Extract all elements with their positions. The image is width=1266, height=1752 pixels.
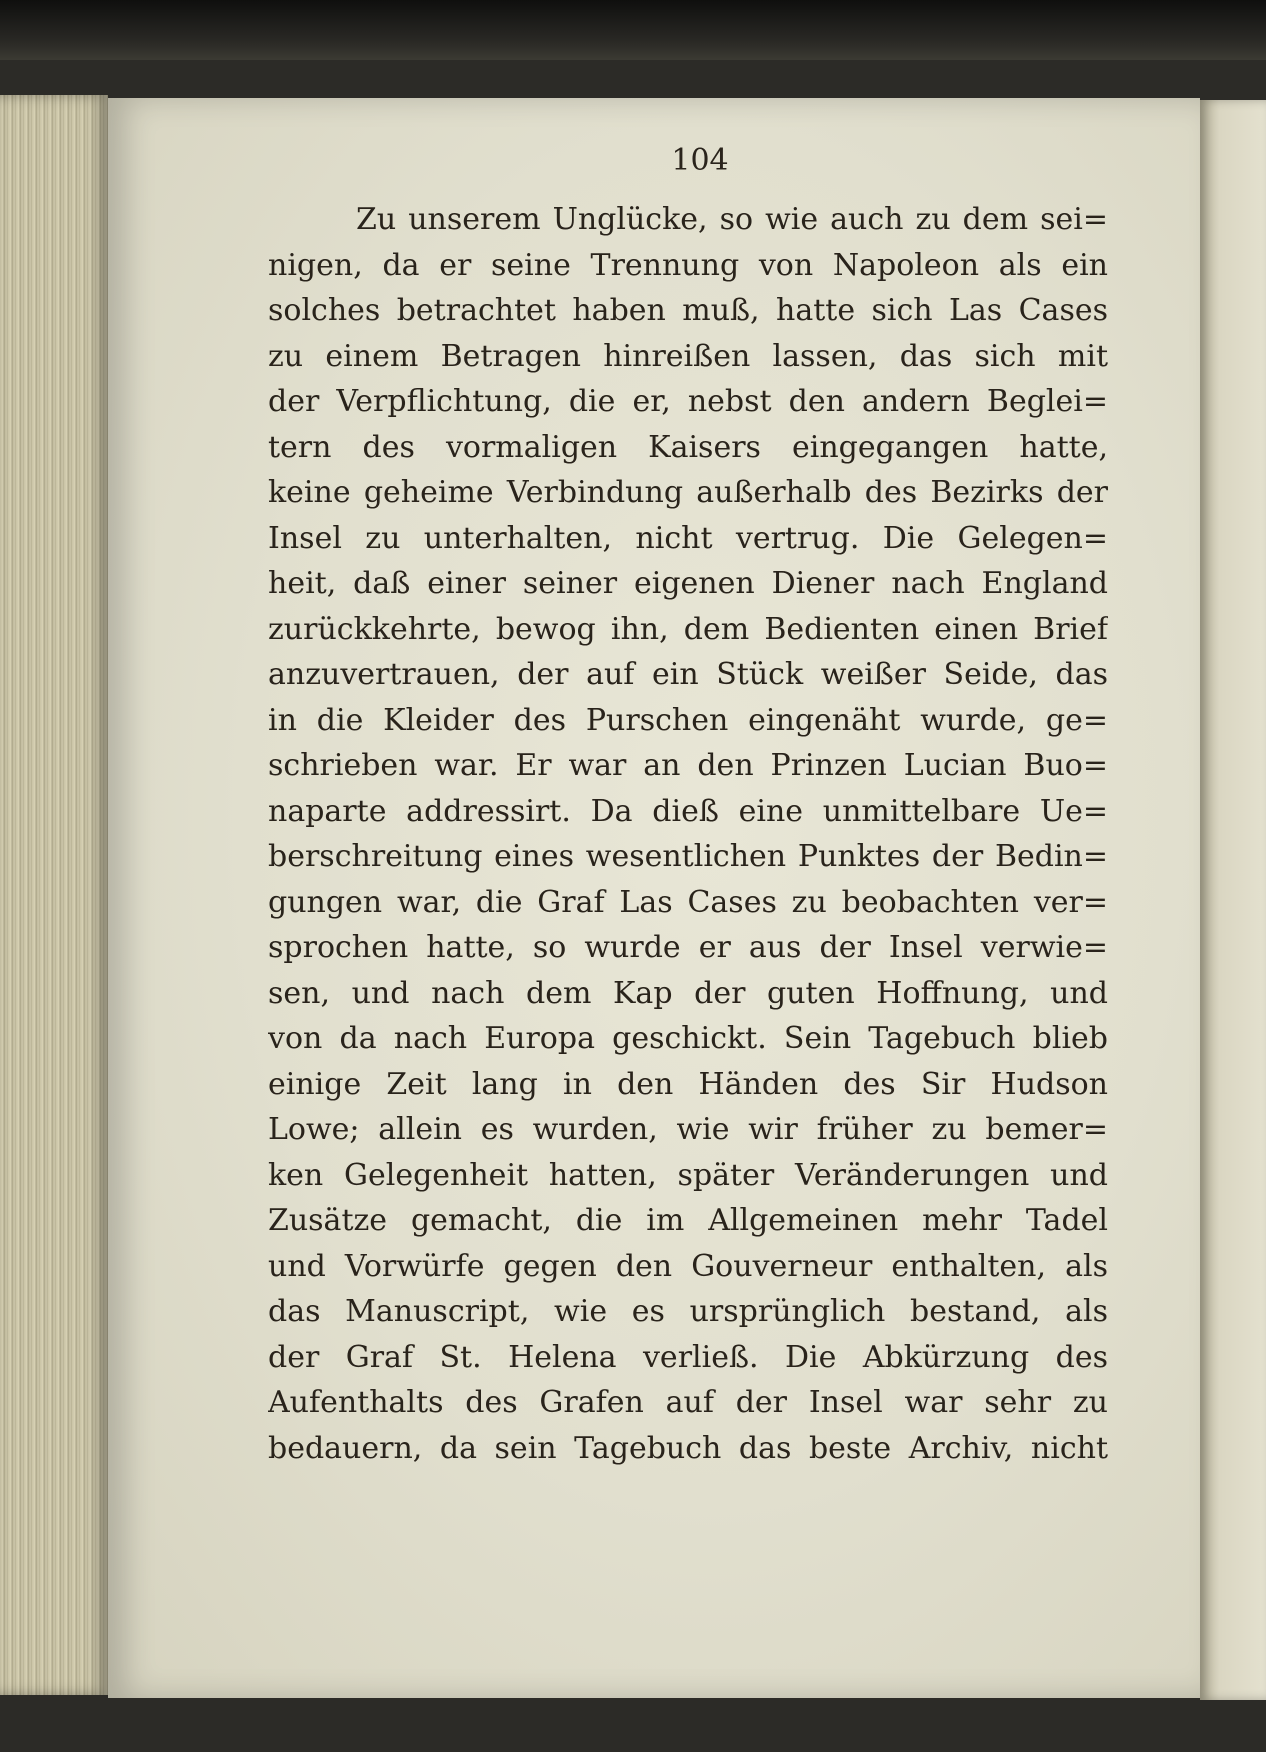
text-line: nigen, da er seine Trennung von Napoleon als ein — [268, 247, 1108, 283]
text-line: einige Zeit lang in den Händen des Sir Hudson — [268, 1066, 1108, 1102]
text-line: Aufenthalts des Grafen auf der Insel war sehr zu — [268, 1385, 1108, 1420]
text-line: solches betrachtet haben muß, hatte sich Las Cases — [268, 293, 1108, 328]
text-line: anzuvertrauen, der auf ein Stück weißer Seide, das — [268, 657, 1108, 692]
text-line: tern des vormaligen Kaisers eingegangen hatte, — [268, 429, 1108, 465]
body-text — [268, 197, 1108, 1471]
text-line: heit, daß einer seiner eigenen Diener nach England — [268, 566, 1108, 601]
text-line: und Vorwürfe gegen den Gouverneur enthalten, als — [268, 1248, 1108, 1284]
text-line: sprochen hatte, so wurde er aus der Insel verwie= — [268, 930, 1108, 965]
text-line: schrieben war. Er war an den Prinzen Lucian Buo= — [268, 748, 1108, 783]
text-line: keine geheime Verbindung außerhalb des Bezirks der — [268, 475, 1108, 510]
text-line: der Verpflichtung, die er, nebst den andern Beglei= — [268, 384, 1108, 419]
page-number: 104 — [671, 143, 729, 178]
page-edge-right — [1200, 100, 1266, 1700]
text-line: ken Gelegenheit hatten, später Veränderungen und — [268, 1157, 1108, 1193]
text-line: gungen war, die Graf Las Cases zu beobachten ver= — [268, 884, 1108, 920]
text-line: naparte addressirt. Da dieß eine unmittelbare Ue= — [268, 793, 1108, 829]
text-line: Insel zu unterhalten, nicht vertrug. Die Gelegen= — [268, 520, 1108, 556]
text-line: der Graf St. Helena verließ. Die Abkürzung des — [268, 1339, 1108, 1375]
text-line: zu einem Betragen hinreißen lassen, das sich mit — [268, 338, 1108, 374]
page-edges-left — [0, 95, 108, 1695]
text-line: zurückkehrte, bewog ihn, dem Bedienten einen Brief — [268, 611, 1108, 647]
text-line: berschreitung eines wesentlichen Punktes der Bedin= — [268, 839, 1108, 874]
text-line: sen, und nach dem Kap der guten Hoffnung, und — [268, 975, 1108, 1011]
scan-background-top — [0, 0, 1266, 60]
text-line: Lowe; allein es wurden, wie wir früher zu bemer= — [268, 1112, 1108, 1147]
text-line: von da nach Europa geschickt. Sein Tagebuch blieb — [268, 1021, 1108, 1056]
text-line: in die Kleider des Purschen eingenäht wurde, ge= — [268, 702, 1108, 738]
text-line: das Manuscript, wie es ursprünglich bestand, als — [268, 1294, 1108, 1329]
text-line: bedauern, da sein Tagebuch das beste Archiv, nicht — [268, 1430, 1108, 1466]
text-line: Zusätze gemacht, die im Allgemeinen mehr Tadel — [268, 1203, 1108, 1238]
text-line: Zu unserem Unglücke, so wie auch zu dem sei= — [356, 202, 1108, 237]
